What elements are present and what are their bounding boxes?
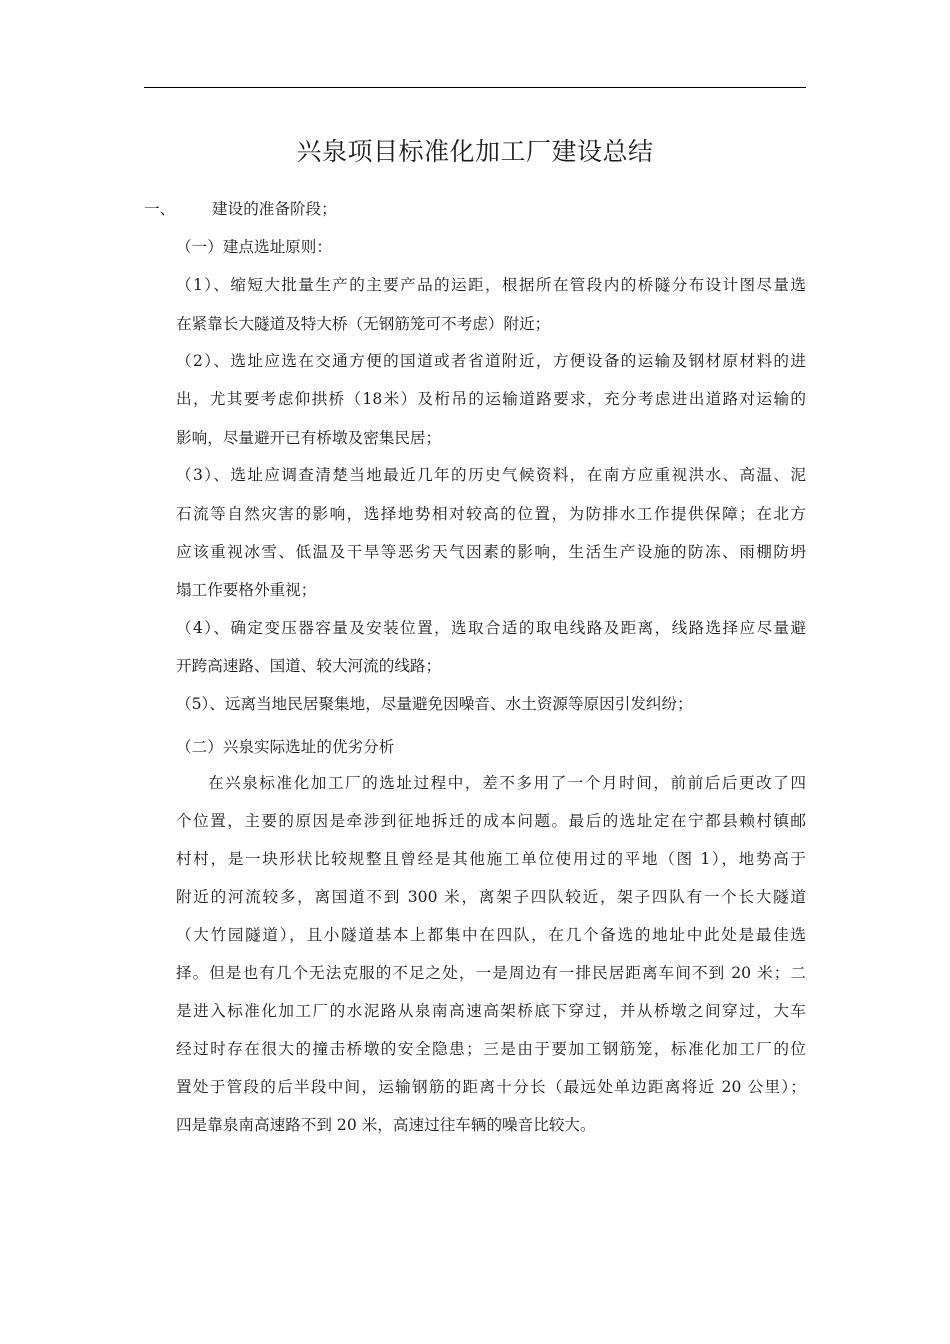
paragraph-line-6: 择。但是也有几个无法克服的不足之处，一是周边有一排民居距离车间不到 20 米；二 <box>176 964 806 982</box>
item-1-line-2: 在紧靠长大隧道及特大桥（无钢筋笼可不考虑）附近； <box>176 315 551 333</box>
header-rule <box>144 87 806 88</box>
item-5-line-1: （5）、远离当地民居聚集地，尽量避免因噪音、水土资源等原因引发纠纷； <box>176 695 693 713</box>
item-1-line-1: （1）、缩短大批量生产的主要产品的运距，根据所在管段内的桥隧分布设计图尽量选 <box>176 276 806 294</box>
item-2-line-3: 影响，尽量避开已有桥墩及密集民居； <box>176 429 442 447</box>
paragraph-line-3: 村村，是一块形状比较规整且曾经是其他施工单位使用过的平地（图 1），地势高于 <box>176 850 806 868</box>
item-3-line-4: 塌工作要格外重视； <box>176 581 317 599</box>
document-title: 兴泉项目标准化加工厂建设总结 <box>296 137 654 166</box>
item-2-line-1: （2）、选址应选在交通方便的国道或者省道附近，方便设备的运输及钢材原材料的进 <box>176 352 806 370</box>
paragraph-line-8: 经过时存在很大的撞击桥墩的安全隐患；三是由于要加工钢筋笼，标准化加工厂的位 <box>176 1040 806 1058</box>
item-4-line-2: 开跨高速路、国道、较大河流的线路； <box>176 657 442 675</box>
item-2-line-2: 出，尤其要考虑仰拱桥（18米）及桁吊的运输道路要求，充分考虑进出道路对运输的 <box>176 390 806 408</box>
paragraph-line-5: （大竹园隧道），且小隧道基本上都集中在四队，在几个备选的地址中此处是最佳选 <box>176 926 806 944</box>
section-heading: 建设的准备阶段； <box>212 200 337 218</box>
paragraph-line-10: 四是靠泉南高速路不到 20 米，高速过往车辆的噪音比较大。 <box>176 1116 596 1134</box>
paragraph-line-2: 个位置，主要的原因是牵涉到征地拆迁的成本问题。最后的选址定在宁都县赖村镇邮 <box>176 812 806 830</box>
item-3-line-1: （3）、选址应调查清楚当地最近几年的历史气候资料，在南方应重视洪水、高温、泥 <box>176 466 806 484</box>
paragraph-line-7: 是进入标准化加工厂的水泥路从泉南高速高架桥底下穿过，并从桥墩之间穿过，大车 <box>176 1002 806 1020</box>
paragraph-line-4: 附近的河流较多，离国道不到 300 米，离架子四队较近，架子四队有一个长大隧道 <box>176 888 806 906</box>
section-number: 一、 <box>144 200 176 218</box>
paragraph-line-1: 在兴泉标准化加工厂的选址过程中，差不多用了一个月时间，前前后后更改了四 <box>208 774 806 792</box>
subsection-heading-2: （二）兴泉实际选址的优劣分析 <box>176 738 395 756</box>
item-3-line-2: 石流等自然灾害的影响，选择地势相对较高的位置，为防排水工作提供保障；在北方 <box>176 505 806 523</box>
paragraph-line-9: 置处于管段的后半段中间，运输钢筋的距离十分长（最远处单边距离将近 20 公里）； <box>176 1078 806 1096</box>
subsection-heading-1: （一）建点选址原则： <box>176 238 332 256</box>
item-4-line-1: （4）、确定变压器容量及安装位置，选取合适的取电线路及距离，线路选择应尽量避 <box>176 619 806 637</box>
item-3-line-3: 应该重视冰雪、低温及干旱等恶劣天气因素的影响，生活生产设施的防冻、雨棚防坍 <box>176 543 806 561</box>
